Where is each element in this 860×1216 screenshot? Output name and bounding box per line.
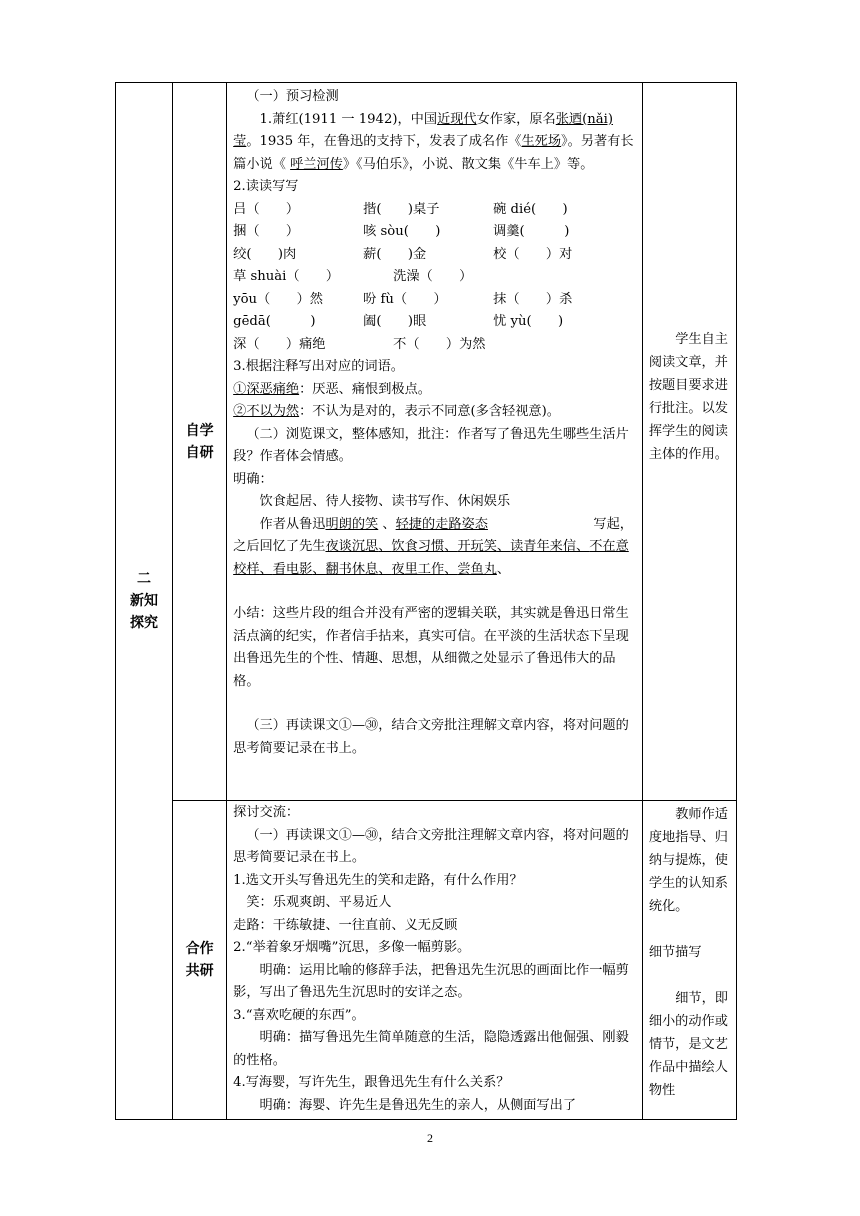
clarify-line-1: 饮食起居、待人接物、读书写作、休闲娱乐 [259, 494, 511, 509]
question-1-answer-2: 走路：干练敏捷、一往直前、义无反顾 [233, 917, 458, 933]
question-1-answer-1: 笑：乐观爽朗、平易近人 [246, 895, 392, 910]
cooperation-note-1: 教师作适度地指导、归纳与提炼，使学生的认知系统化。 [648, 807, 728, 914]
mode-line-1: 自学 [185, 422, 214, 439]
item3-title: 3.根据注释写出对应的词语。 [233, 359, 404, 374]
item2-title: 2.读读写写 [233, 179, 299, 194]
spacer [649, 964, 732, 987]
spacer [233, 581, 638, 603]
clarify-label: 明确： [233, 471, 273, 487]
browse-title: （二）浏览课文，整体感知，批注：作者写了鲁迅先生哪些生活片段？作者体会情感。 [233, 426, 629, 464]
reread-paragraph: （三）再读课文①—㉚，结合文旁批注理解文章内容，将对问题的思考简要记录在书上。 [233, 718, 629, 756]
question-2-answer: 明确：运用比喻的修辞手法，把鲁迅先生沉思的画面比作一幅剪影，写出了鲁迅先生沉思时的安详之态。 [233, 962, 629, 1000]
mode-line-1: 合作 [185, 941, 214, 957]
self-study-content [227, 83, 643, 801]
dictation-row: yōu（ ）然 吩 fù（ ） 抹（ ）杀 [233, 291, 573, 307]
question-3-answer: 明确：描写鲁迅先生简单随意的生活，隐隐透露出他倔强、刚毅的性格。 [233, 1030, 629, 1068]
question-3: 3.“喜欢吃硬的东西”。 [233, 1007, 365, 1023]
cooperation-note-3: 细节，即细小的动作或情节，是文艺作品中描绘人物性 [648, 991, 728, 1098]
page-number: 2 [427, 1131, 433, 1145]
stage-line-3: 探究 [130, 615, 159, 631]
lesson-plan-table [115, 82, 737, 1120]
dictation-row: gēdā( ) 阖( )眼 忧 yù( ) [233, 314, 564, 329]
question-4-answer: 明确：海婴、许先生是鲁迅先生的亲人，从侧面写出了 [259, 1097, 577, 1113]
mode-cell-cooperation [173, 801, 227, 1120]
spacer [649, 918, 732, 941]
dictation-row: 草 shuài（ ） 洗澡（ ） [233, 269, 473, 284]
self-study-note [642, 83, 736, 801]
self-study-note-text: 学生自主阅读文章，并按题目要求进行批注。以发挥学生的阅读主体的作用。 [648, 332, 728, 462]
cooperation-note [642, 801, 736, 1120]
discuss-title: 探讨交流： [233, 805, 300, 820]
question-2: 2.“举着象牙烟嘴”沉思，多像一幅剪影。 [233, 940, 471, 955]
dictation-row: 捆（ ） 咳 sòu( ) 调羹( ) [233, 224, 570, 239]
question-4: 4.写海婴，写许先生，跟鲁迅先生有什么关系？ [233, 1075, 510, 1090]
dictation-grid [233, 199, 638, 357]
question-1: 1.选文开头写鲁迅先生的笑和走路，有什么作用？ [233, 872, 523, 888]
item3-line-1: ①深恶痛绝：厌恶、痛恨到极点。 [233, 381, 431, 397]
summary-paragraph: 小结：这些片段的组合并没有严密的逻辑关联，其实就是鲁迅日常生活点滴的纪实，作者信手拈来，真实可信。在平淡的生活状态下呈现出鲁迅先生的个性、情趣、思想，从细微之处显示了鲁迅伟大的品格。 [233, 606, 629, 689]
dictation-row: 吕（ ） 揩( )桌子 碗 dié( ) [233, 201, 568, 217]
mode-line-2: 共研 [185, 963, 214, 979]
item3-line-2: ②不以为然：不认为是对的，表示不同意(多含轻视意)。 [233, 404, 560, 419]
spacer [233, 693, 638, 715]
mode-cell-self-study [173, 83, 227, 801]
clarify-line-2: 作者从鲁迅明朗的笑 、轻捷的走路姿态 写起，之后回忆了先生夜谈沉思、饮食习惯、开玩笑、读青年来信、不在意校样、看电影、翻书休息、夜里工作、尝鱼丸、 [233, 516, 633, 577]
dictation-row: 绞( )肉 薪( )金 校（ ）对 [233, 246, 573, 262]
stage-line-2: 新知 [130, 593, 159, 609]
item1-paragraph: 1.萧红(1911 一 1942)，中国近现代女作家，原名张迺(nǎi)莹。1935 年，在鲁迅的支持下，发表了成名作《生死场》。另著有长篇小说《 呼兰河传》《马伯乐》，小说、散文集《牛车上》等。 [233, 111, 634, 172]
dictation-row: 深（ ）痛绝 不（ ）为然 [233, 336, 486, 352]
stage-line-1: 二 [137, 571, 152, 587]
preview-title: （一）预习检测 [246, 89, 339, 104]
stage-cell [116, 83, 173, 1120]
cooperation-note-2: 细节描写 [648, 945, 702, 960]
cooperation-content [227, 801, 643, 1120]
mode-line-2: 自研 [185, 444, 214, 461]
discuss-reread: （一）再读课文①—㉚，结合文旁批注理解文章内容，将对问题的思考简要记录在书上。 [233, 827, 629, 865]
